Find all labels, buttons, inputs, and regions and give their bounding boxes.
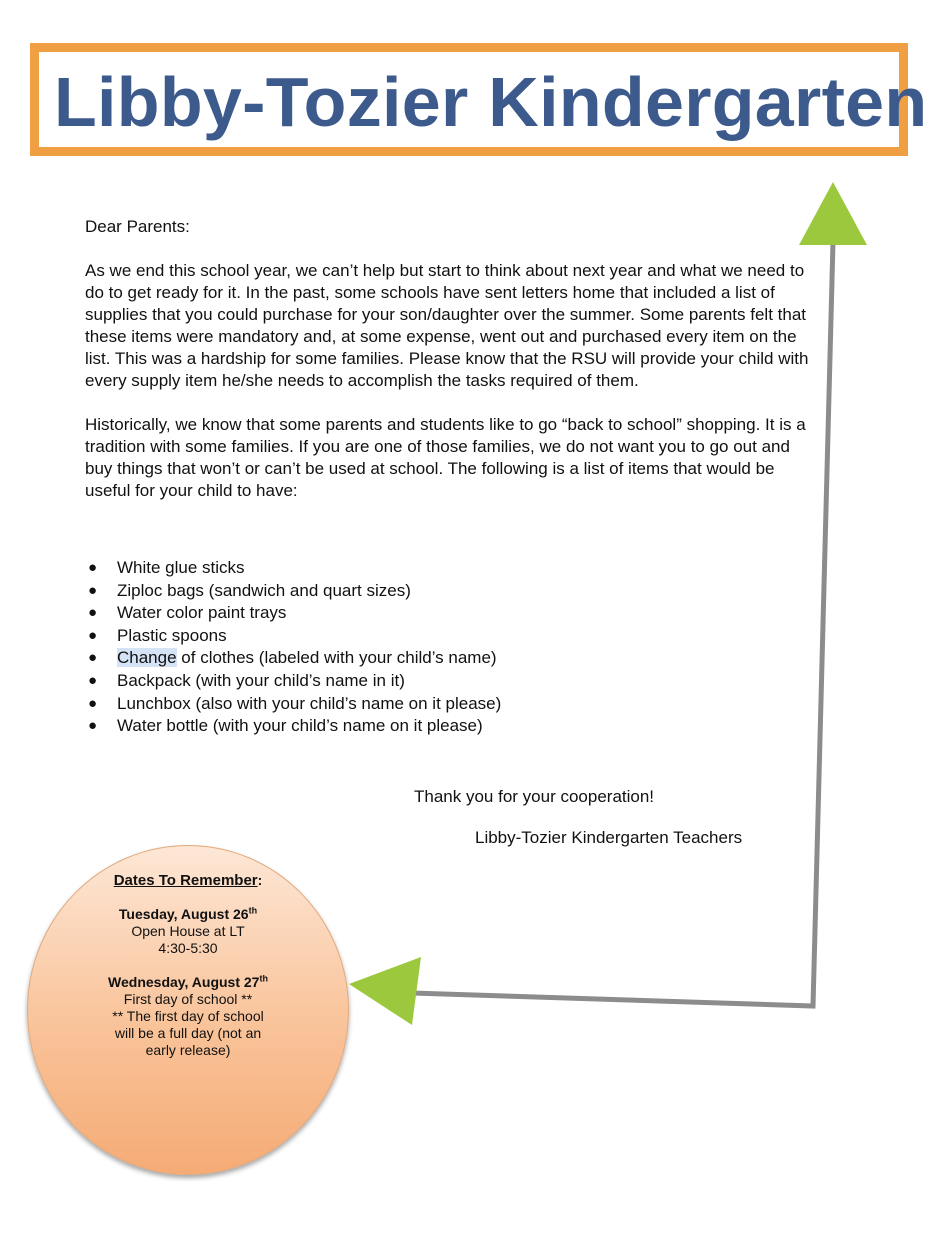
event-first-day: First day of school ** xyxy=(123,991,253,1007)
event-first-day-note: ** The first day of school xyxy=(112,1008,264,1024)
event-first-day-note: will be a full day (not an xyxy=(114,1025,262,1041)
greeting: Dear Parents: xyxy=(85,217,190,236)
thanks-line: Thank you for your cooperation! xyxy=(414,787,655,806)
selected-text[interactable]: Change xyxy=(117,648,177,668)
bullet-icon: ● xyxy=(88,717,98,735)
dates-heading: Dates To Remember xyxy=(113,872,258,889)
list-item: ● Water bottle (with your child’s name on it please) xyxy=(85,715,501,738)
list-item: ● Change of clothes (labeled with your child’s name) xyxy=(85,647,501,670)
list-item: ● Water color paint trays xyxy=(85,602,501,625)
arrowhead-left-icon xyxy=(349,957,421,1025)
dates-to-remember: Dates To Remember: Tuesday, August 26th Open House at LT 4:30-5:30 Wednesday, August 27th First day of school ** ** The first day of school will be a full day (not an early release) xyxy=(40,864,336,1059)
bullet-icon: ● xyxy=(88,626,98,644)
bullet-icon: ● xyxy=(88,694,98,712)
event-open-house-time: 4:30-5:30 xyxy=(158,940,218,956)
event-open-house: Open House at LT xyxy=(131,923,245,939)
list-item: ● Plastic spoons xyxy=(85,625,501,648)
list-item: ● Lunchbox (also with your child’s name on it please) xyxy=(85,693,501,716)
signature: Libby-Tozier Kindergarten Teachers xyxy=(475,828,743,847)
paragraph-intro: As we end this school year, we can’t help but start to think about next year and what we need to do to get ready for it. In the past, some schools have sent letters home that included a list of supplies that you could purchase for your son/daughter over the summer. Some parents felt that these items were mandatory and, at some expense, went out and purchased every item on the list. This was a hardship for some families. Please know that the RSU will provide your child with every supply item he/she needs to accomplish the tasks required of them. xyxy=(85,261,809,390)
bullet-icon: ● xyxy=(88,649,98,667)
paragraph-shopping: Historically, we know that some parents and students like to go “back to school” shopping. It is a tradition with some families. If you are one of those families, we do not want you to go out and buy things that won’t or can’t be used at school. The following is a list of items that would be useful for your child to have: xyxy=(85,415,806,500)
bullet-icon: ● xyxy=(88,671,98,689)
list-item: ● White glue sticks xyxy=(85,557,501,580)
list-item: ● Backpack (with your child’s name in it) xyxy=(85,670,501,693)
list-item: ● Ziploc bags (sandwich and quart sizes) xyxy=(85,580,501,603)
event-open-house-date: Tuesday, August 26th xyxy=(118,905,258,922)
letter-body xyxy=(85,216,815,524)
event-first-day-date: Wednesday, August 27th xyxy=(108,973,268,990)
event-first-day-note: early release) xyxy=(145,1042,231,1058)
bullet-icon: ● xyxy=(88,581,98,599)
supply-list xyxy=(85,557,501,738)
page-title: Libby-Tozier Kindergarten xyxy=(54,63,928,141)
bullet-icon: ● xyxy=(88,559,98,576)
bullet-icon: ● xyxy=(88,604,98,622)
